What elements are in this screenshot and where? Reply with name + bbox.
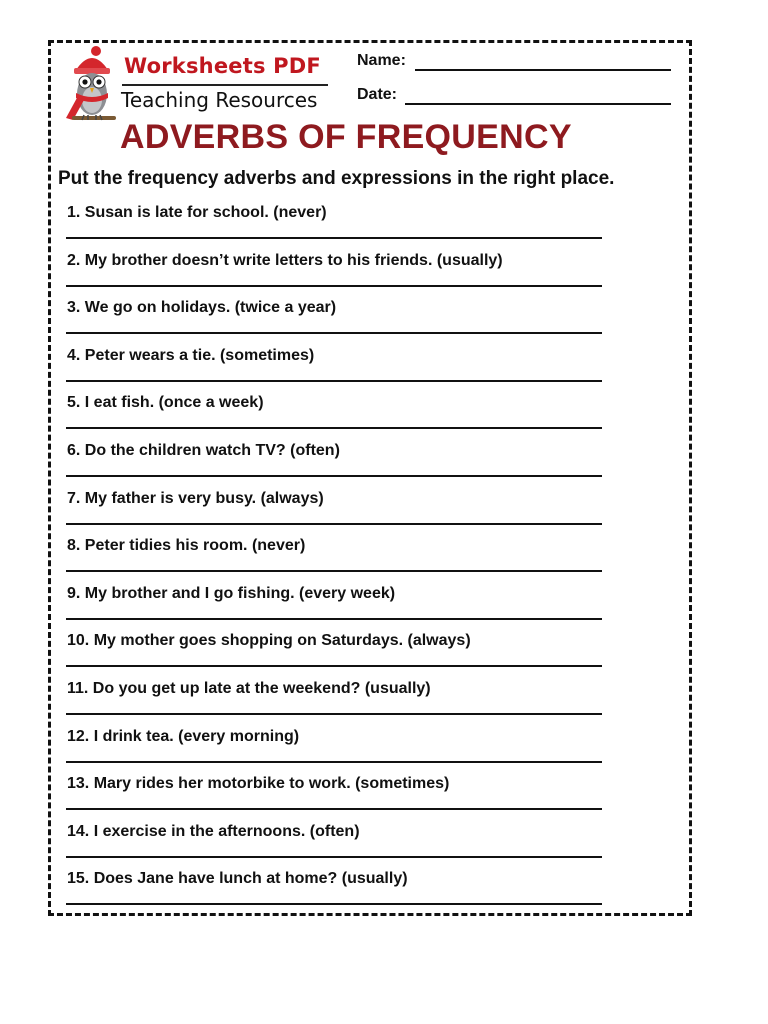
exercise-prompt: 14. I exercise in the afternoons. (often) [67, 822, 360, 840]
answer-line[interactable] [66, 570, 602, 572]
exercise-item [66, 440, 606, 488]
exercise-prompt: 5. I eat fish. (once a week) [67, 394, 264, 412]
brand-subtitle: Teaching Resources [121, 88, 318, 112]
exercise-item [66, 868, 606, 916]
exercise-item [66, 773, 606, 821]
answer-line[interactable] [66, 761, 602, 763]
exercise-prompt: 1. Susan is late for school. (never) [67, 204, 327, 221]
name-write-line[interactable] [415, 69, 671, 71]
exercise-prompt: 8. Peter tidies his room. (never) [67, 537, 306, 555]
exercise-prompt: 12. I drink tea. (every morning) [67, 727, 300, 745]
answer-line[interactable] [66, 380, 602, 382]
answer-line[interactable] [66, 427, 602, 429]
page-title: ADVERBS OF FREQUENCY [120, 118, 572, 156]
brand-title: Worksheets PDF [124, 54, 321, 78]
exercise-prompt: 6. Do the children watch TV? (often) [67, 441, 340, 459]
exercise-item [66, 488, 606, 536]
exercise-item [66, 250, 606, 298]
exercise-item [66, 678, 606, 726]
exercise-prompt: 4. Peter wears a tie. (sometimes) [67, 346, 315, 364]
exercise-item [66, 583, 606, 631]
answer-line[interactable] [66, 285, 602, 287]
exercise-prompt: 10. My mother goes shopping on Saturdays. (always) [67, 632, 471, 650]
name-field [357, 52, 406, 70]
exercise-prompt: 15. Does Jane have lunch at home? (usually) [67, 870, 408, 888]
instruction-text: Put the frequency adverbs and expressions in the right place. [58, 168, 615, 189]
exercise-item [66, 821, 606, 869]
answer-line[interactable] [66, 856, 602, 858]
date-field [357, 86, 397, 104]
date-write-line[interactable] [405, 103, 671, 105]
answer-line[interactable] [66, 523, 602, 525]
exercise-item [66, 726, 606, 774]
answer-line[interactable] [66, 713, 602, 715]
exercise-prompt: 3. We go on holidays. (twice a year) [67, 299, 337, 317]
exercise-item [66, 345, 606, 393]
exercise-item [66, 392, 606, 440]
answer-line[interactable] [66, 665, 602, 667]
exercise-item [66, 535, 606, 583]
date-label: Date: [357, 86, 398, 103]
answer-line[interactable] [66, 475, 602, 477]
answer-line[interactable] [66, 332, 602, 334]
exercise-prompt: 2. My brother doesn’t write letters to his friends. (usually) [67, 251, 503, 269]
name-label: Name: [357, 52, 406, 69]
exercise-prompt: 7. My father is very busy. (always) [67, 489, 324, 507]
answer-line[interactable] [66, 618, 602, 620]
answer-line[interactable] [66, 237, 602, 239]
exercise-list [66, 202, 606, 916]
answer-line[interactable] [66, 903, 602, 905]
owl-logo-icon [62, 44, 122, 128]
exercise-prompt: 9. My brother and I go fishing. (every week) [67, 584, 396, 602]
answer-line[interactable] [66, 808, 602, 810]
exercise-item [66, 630, 606, 678]
exercise-item [66, 202, 606, 250]
exercise-prompt: 13. Mary rides her motorbike to work. (sometimes) [67, 775, 450, 793]
brand-divider [122, 84, 328, 86]
exercise-prompt: 11. Do you get up late at the weekend? (usually) [67, 679, 431, 697]
exercise-item [66, 297, 606, 345]
